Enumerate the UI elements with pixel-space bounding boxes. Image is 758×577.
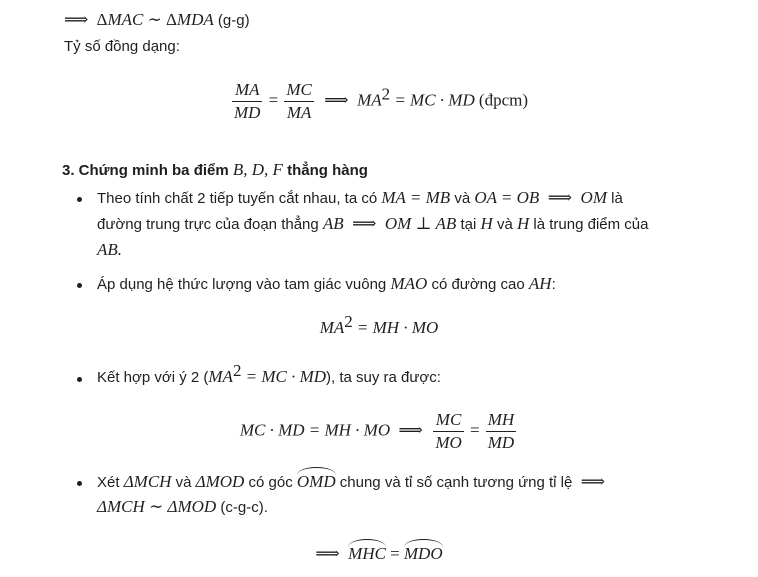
bullet-1-line-3: AB. [97,240,123,259]
angle-equation: ⟹ MHC = MDO [315,544,443,563]
fraction: $\frac{MC}{MA}$ [286,80,312,122]
ratio-equation: $\frac{MA}{MD}$ = $\frac{MC}{MA}$ ⟹ $MA^2$ = MC · MD (đpcm) [233,80,528,122]
similarity-case: (g-g) [217,12,250,29]
product-equation: MC · MD = MH · MO ⟹ $\frac{MC}{MO}$ = $\frac{MH}{MD}$ [239,410,515,452]
bullet-4-line-1: Xét ΔMCH và ΔMOD có góc OMD chung và tỉ số cạnh tương ứng tỉ lệ ⟹ [97,472,606,491]
math-mda: MDA [176,10,214,29]
bullet-dot [77,377,82,382]
math-mac: MAC [107,10,144,29]
fraction: $\frac{MC}{MO}$ [435,410,462,452]
bullet-dot [77,481,82,486]
altitude-equation: $MA^2$ = MH · MO [319,312,439,337]
bullet-2-line-1: Áp dụng hệ thức lượng vào tam giác vuông MAO có đường cao AH: [97,274,556,293]
bullet-1-line-2: đường trung trực của đoạn thẳng AB ⟹ OM ⊥ AB tại H và H là trung điểm của [97,214,649,233]
ratio-label: Tỷ số đồng dạng: [64,38,180,55]
math-sim: ∼ [147,10,162,29]
bullet-1-line-1: Theo tính chất 2 tiếp tuyến cắt nhau, ta có MA = MB và OA = OB ⟹ OM là [97,188,623,207]
fraction: $\frac{MH}{MD}$ [487,410,515,452]
bullet-dot [77,283,82,288]
bullet-dot [77,197,82,202]
angle-omd: OMD [296,472,336,491]
bullet-3-line-1: Kết hợp với ý 2 ($MA^2$ = MC · MD), ta suy ra được: [97,361,441,386]
implies-symbol: ⟹ [64,10,89,29]
similarity-line-1 [64,10,250,30]
math-delta: Δ [96,10,108,29]
section-heading: 3. Chứng minh ba điểm B, D, F thẳng hàng [62,160,368,179]
angle-mdo: MDO [403,544,443,563]
fraction: $\frac{MA}{MD}$ [233,80,261,122]
angle-mhc: MHC [348,544,386,563]
bullet-4-line-2: ΔMCH ∼ ΔMOD (c-g-c). [97,497,268,516]
math-delta: Δ [165,10,177,29]
